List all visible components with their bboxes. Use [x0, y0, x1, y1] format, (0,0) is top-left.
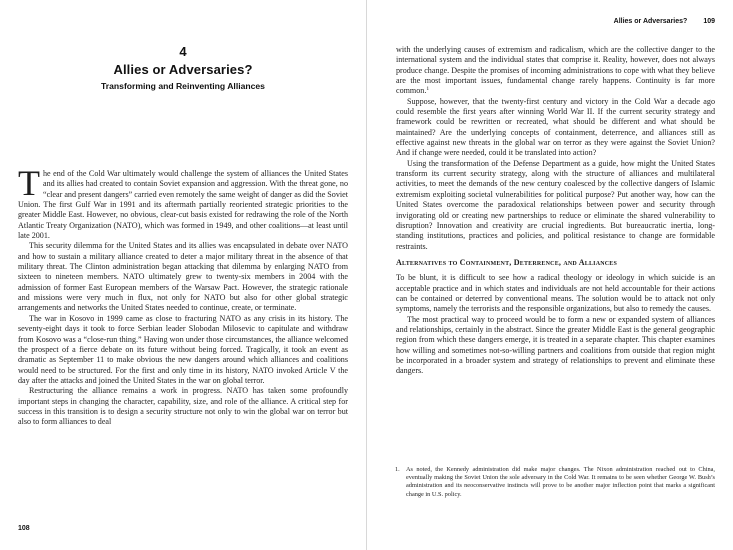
body-paragraph	[18, 163, 348, 241]
body-paragraph: Restructuring the alliance remains a work in progress. NATO has taken some profoundly important steps in changing the character, capability, size, and role of the alliance. A critical step for success in this transition is to design a security structure not only to win the global war on terror but also to form alliances to deal	[18, 386, 348, 427]
left-page	[0, 0, 366, 550]
section-heading: Alternatives to Containment, Deterrence, and Alliances	[396, 257, 618, 267]
body-paragraph: The most practical way to proceed would be to form a new or expanded system of alliances and relationships, certainly in the abstract. Since the greater Middle East is the general geographic region from which these dangers emerge, it is treated in a separate chapter. This chapter examines how willing and sometimes not-so-willing partners and coalitions from outside that region might be incorporated in a broader system and strategy of relationships to prevent and eliminate these dangers.	[396, 314, 715, 376]
left-body-text	[18, 163, 348, 428]
page-number-right: 109	[703, 18, 715, 25]
body-paragraph: To be blunt, it is difficult to see how a radical theology or ideology in which suicide is an acceptable practice and in which states and individuals are not held accountable for their actions can be contained or deterred by conventional means. The solution would be to attack not only symptoms, namely the terrorists and the responsible organizations, but also to remedy the causes.	[396, 273, 715, 314]
right-page	[367, 0, 733, 550]
running-head-title: Allies or Adversaries?	[613, 18, 688, 25]
footnote-text: As noted, the Kennedy administration did make major changes. The Nixon administration reached out to China, eventually making the Soviet Union the sole adversary in the Cold War. It remains to be seen whether George W. Bush’s administration and its neoconservative instincts will prove to be another major inflection point that marks a significant change in U.S. policy.	[406, 466, 715, 498]
body-paragraph: Suppose, however, that the twenty-first century and victory in the Cold War a decade ago could resemble the first years after winning World War II. If the current security strategy and framework could be rewritten or recreated, what should be different and what should be maintained? Are the underlying concepts of containment, deterrence, and alliances still as effective against new threats in the global war on terror as they were against the Soviet Union? And if change were needed, could it be translated into action?	[396, 96, 715, 158]
footnote-number: 1.	[395, 466, 400, 473]
body-paragraph: This security dilemma for the United States and its allies was encapsulated in debate over NATO and how to sustain a military alliance created to deter a major military threat in the absence of that military threat. The Clinton administration began attacking that dilemma by enlarging NATO from sixteen to nineteen members. NATO ultimately grew to twenty-six members in 2004 with the admission of former East European members of the Warsaw Pact. However, the strategic rationale and missions were very much in flux, not only for NATO but also for other global strategic arrangements and networks the United States needed to continue, create, or terminate.	[18, 241, 348, 313]
footnote	[396, 466, 715, 499]
chapter-number: 4	[179, 44, 187, 59]
page-number-left: 108	[18, 525, 30, 532]
drop-cap: T	[18, 163, 40, 203]
right-body-text	[396, 45, 715, 377]
body-paragraph: Using the transformation of the Defense Department as a guide, how might the United States transform its current security strategy, along with the structure of alliances and multilateral activities, to meet the demands of the new century coalesced by the collective dangers of Islamic extremism exploiting societal vulnerabilities for political purpose? Put another way, how can the United States overcome the paradoxical relationships between power and security through invigorating old or creating new partnerships to reduce or eliminate the shared vulnerability to disruption? Innovation and creativity are crucial ingredients. But bureaucratic inertia, long-standing institutions, practices and policies, and political resistance to change are formidable restraints.	[396, 158, 715, 251]
paragraph-text: with the underlying causes of extremism and radicalism, which are the collective danger to the international system and the individual states that comprise it. Reality, however, does not always produce change. Despite the promises of incoming administrations to cope with what they believe are the most important issues, fundamental change rarely happens. Continuity is far more common.	[396, 45, 715, 96]
running-head	[614, 18, 715, 25]
chapter-subtitle: Transforming and Reinventing Alliances	[101, 81, 265, 91]
paragraph-text: he end of the Cold War ultimately would challenge the system of alliances the United States and its allies had created to contain Soviet expansion and aggression. With the threat gone, no “clear and present dangers” carried even remotely the same weight of danger as did the Soviet Union. The first Gulf War in 1991 and its aftermath partially reoriented strategic priorities to the greater Middle East. However, no obvious, clear-cut basis existed for redrawing the role of the North Atlantic Treaty Organization (NATO), which was formed in 1949, and other coalitions—at least until late 2001.	[18, 169, 348, 241]
chapter-title: Allies or Adversaries?	[113, 62, 253, 77]
body-paragraph: The war in Kosovo in 1999 came as close to fracturing NATO as any crisis in its history. The seventy-eight days it took to force Serbian leader Slobodan Milosevic to capitulate and withdraw from Kosovo was a “close-run thing.” Having won under those circumstances, the alliance welcomed the prospect of a fierce debate on its future without being forced. Tragically, it took an event as dramatic as September 11 to make obvious the new dangers around which alliances and coalitions would need to be structured. For the first and only time in its history, NATO invoked Article V the day after the attacks and joined the United States in the war on global terror.	[18, 313, 348, 385]
footnote-reference[interactable]: 1	[426, 86, 430, 93]
body-paragraph	[396, 45, 715, 97]
